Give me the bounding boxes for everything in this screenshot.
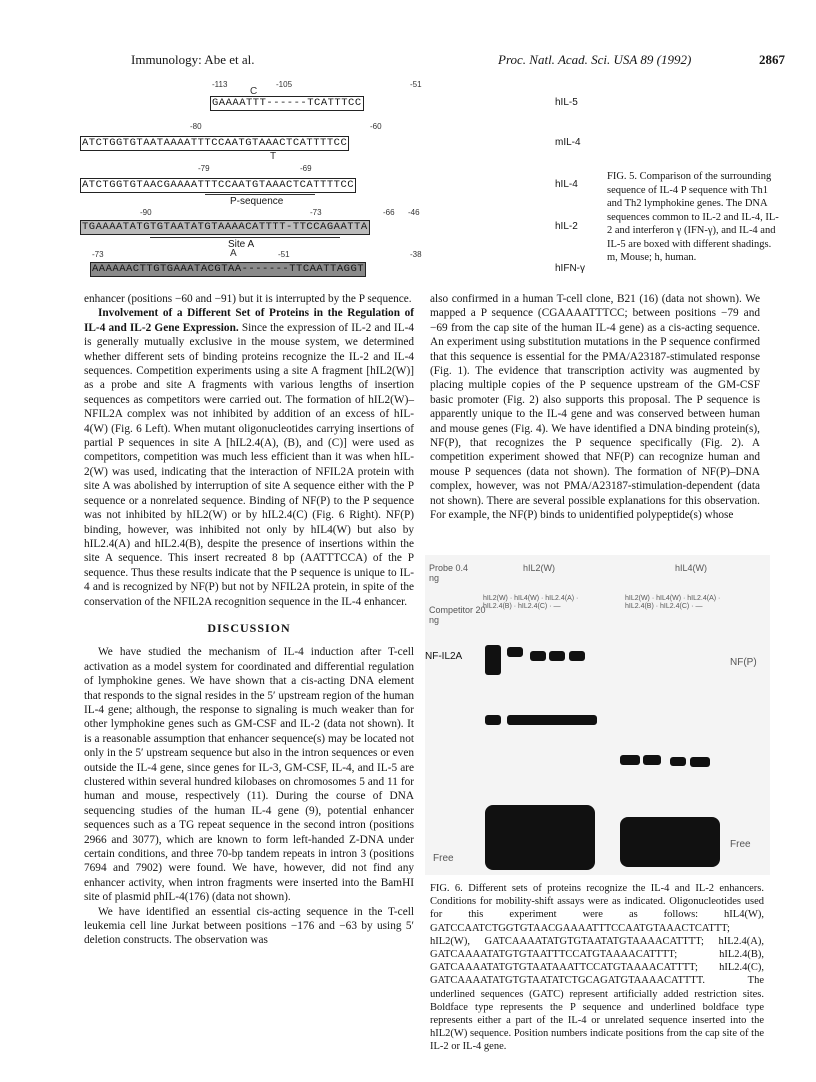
page-number: 2867	[759, 52, 785, 67]
pos-label: -51	[278, 250, 290, 259]
figure-6-gel	[425, 555, 770, 875]
free-probe-band	[485, 805, 595, 870]
paragraph-text: Since the expression of IL-2 and IL-4 is generally mutually exclusive in the mouse system, we determined whether different sets of binding proteins recognize the IL-2 and IL-4 sequences. Competition experiments using a site A fragment [hIL2(W)] as a probe and site A fragments with various lengths of insertion sequences as competitors were carried out. The formation of hIL2(W)–NFIL2A complex was not inhibited by addition of an excess of hIL-4(W) (Fig. 6 Left). When mutant oligonucleotides carrying insertions of partial P sequences in site A [hIL2.4(A), (B), and (C)] were used as competitors, competition was much less efficient than it was when hIL-2(W) was used, indicating that the interaction of NFIL2A protein with site A was abolished by interruption of site A sequence either with the P sequence or a nonrelated sequence. Binding of NF(P) to the P sequence was not inhibited by hIL2(W) or by hIL2.4(C) (Fig. 6 Right). NF(P) binding, however, was inhibited not only by hIL4(W) but also by hIL2.4(A) and hIL2.4(B), despite the presence of insertions within the site A sequence. This insert recreated 8 bp (AATTTCCA) of the P sequence. Thus these results indicate that the P sequence is unique to IL-4 and is recognized by NF(P) but not by NFIL2A protein, in spite of the conservation of the NFIL2A recognition sequence in the IL-4 enhancer.	[84, 321, 415, 608]
gel-band	[507, 647, 523, 657]
seq-hifng	[90, 262, 368, 278]
free-label: Free	[433, 853, 454, 864]
lane-label: hIL2.4(B)	[625, 603, 654, 610]
pos-label: -38	[410, 250, 422, 259]
gel-band	[485, 645, 501, 675]
pos-label: -73	[310, 208, 322, 217]
seq-hil5	[210, 96, 366, 112]
pos-label: -73	[92, 250, 104, 259]
lane-label: hIL2(W)	[483, 595, 508, 602]
right-probe: hIL4(W)	[675, 563, 708, 573]
paragraph: We have studied the mechanism of IL-4 induction after T-cell activation as a model system for coordinated and differential regulation of lymphokine genes. We have shown that a cis-acting DNA element that responds to the signal resides in the 5′ upstream region of the human IL-4 gene; although, the response to signaling is much weaker than for other lymphokine genes such as GM-CSF and IL-2 (data not shown). It is a reasonable assumption that enhancer sequence(s) may be located not only in the 5′ upstream sequence but also in the intron sequences or even outside the IL-4 gene, since genes for IL-3, GM-CSF, IL-4, and IL-5 are clustered within several hundred kilobases on chromosomes 5 and 11 for human and mouse, respectively (11). During the course of DNA sequencing studies of the human IL-4 gene (9), potential enhancer sequences such as a TG repeat sequence in the second intron (positions 2966 and 3077), which are known to form left-handed Z-DNA under certain conditions, and three 70-bp tandem repeats in intron 3 (positions 7694 and 7902) were found. We have, however, did not find any enhancer activity, when intron fragments were inserted into the BamHI site of plasmid phIL-4(176) (data not shown).	[84, 646, 414, 904]
seq-text: TGAAAATATGTGTAATATGTAAAACATTTT-TTCCAGAATTA	[82, 221, 368, 233]
pos-label: -80	[190, 122, 202, 131]
gel-band	[643, 755, 661, 765]
pos-label: -69	[300, 164, 312, 173]
lane-label: hIL4(W)	[514, 595, 540, 602]
seq-text: ATCTGGTGTAACGAAAATTTCCAATGTAAACTCATTTTCC	[82, 179, 355, 191]
pos-label: -90	[140, 208, 152, 217]
gel-band	[690, 757, 710, 767]
nfil2a-label: NF-IL2A	[425, 651, 463, 662]
lanes-right: hIL2(W) · hIL4(W) · hIL2.4(A) · hIL2.4(B) · hIL2.4(C) · —	[625, 595, 721, 610]
paragraph: We have identified an essential cis-acting sequence in the T-cell leukemia cell line Jurkat between positions −176 and −63 by using 5′ deletion constructs. The observation was	[84, 905, 414, 947]
gel-band	[670, 757, 686, 766]
lane-label: hIL2.4(C)	[660, 603, 690, 610]
lane-label: hIL2(W)	[625, 595, 650, 602]
lane-label: hIL2.4(B)	[483, 603, 512, 610]
gel-band	[549, 651, 565, 661]
gel-band	[485, 715, 501, 725]
lane-label: —	[553, 603, 561, 610]
paragraph	[84, 306, 414, 609]
lane-label: hIL4(W)	[656, 595, 682, 602]
left-column	[84, 292, 414, 948]
free-probe-band	[620, 817, 720, 867]
running-head: Immunology: Abe et al.	[131, 52, 255, 67]
gene-label: mIL-4	[555, 137, 581, 148]
journal-citation: Proc. Natl. Acad. Sci. USA 89 (1992)	[498, 52, 692, 67]
lane-label: hIL2.4(C)	[518, 603, 548, 610]
figure-5-caption: FIG. 5. Comparison of the surrounding sequence of IL-4 P sequence with Th1 and Th2 lymphokine genes. The DNA sequences common to IL-2 and IL-4, IL-2 and interferon γ (IFN-γ), and IL-4 and IL-5 are boxed with different shadings. m, Mouse; h, human.	[607, 171, 779, 263]
gel-band	[620, 755, 640, 765]
gel-band	[507, 715, 597, 725]
left-probe: hIL2(W)	[523, 563, 556, 573]
pos-label: -113	[212, 80, 228, 89]
lane-label: —	[695, 603, 703, 610]
lane-label: hIL2.4(A)	[545, 595, 575, 602]
seq-hil4	[80, 178, 358, 194]
seq-text: ATCTGGTGTAATAAAATTTCCAATGTAAACTCATTTTCC	[82, 137, 348, 149]
gel-band	[569, 651, 585, 661]
site-a-label: Site A	[228, 239, 255, 250]
gel-band	[530, 651, 546, 661]
paragraph: also confirmed in a human T-cell clone, B21 (16) (data not shown). We mapped a P sequence (CGAAAATTTCC; between positions −79 and −69 from the cap site of the human IL-4 gene) as a cis-acting sequence. An experiment using substitution mutations in the P sequence confirmed that this sequence is essential for the PMA/A23187-stimulated response (Fig. 1). The evidence that transcription activity was augmented by placing multiple copies of the P sequence upstream of the GM-CSF basic promoter (Fig. 2) also supports this proposal. The P sequence is apparently unique to the IL-4 gene and was conserved between human and mouse genes (Fig. 4). We have identified a DNA binding protein(s), NF(P), that recognizes the P sequence specifically (Fig. 2). A competition experiment showed that NF(P) can recognize human and mouse P sequences (data not shown). The formation of NF(P)–DNA complex, however, was not PMA/A23187-stimulation-dependent (data not shown). There are several possible explanations for this observation. For example, the NF(P) binds to unidentified polypeptide(s) whose	[430, 293, 760, 522]
probe-label: Probe 0.4 ng	[429, 563, 469, 583]
seq-hil2	[80, 220, 372, 236]
seq-text: AAAAAACTTGTGAAATACGTAA-------TTCAATTAGGT	[92, 263, 365, 275]
seq-mil4	[80, 136, 351, 152]
p-sequence-label: P-sequence	[230, 196, 284, 207]
section-heading: DISCUSSION	[207, 620, 291, 635]
pos-label: A	[230, 248, 237, 259]
gene-label: hIFN-γ	[555, 263, 585, 274]
right-column	[430, 292, 760, 523]
pos-label: C	[250, 86, 258, 97]
gene-label: hIL-4	[555, 179, 578, 190]
section-subhead: Involvement of a Different Set of Proteins in the Regulation of IL-4 and IL-2 Gene Expression.	[84, 307, 414, 334]
pos-label: -60	[370, 122, 382, 131]
pos-label: -46	[408, 208, 420, 217]
free-label-right: Free	[730, 839, 751, 850]
pos-label: -51	[410, 80, 422, 89]
seq-text: GAAAATTT------TCATTTCC	[212, 97, 362, 109]
pos-label: -66	[383, 208, 395, 217]
pos-label: -105	[276, 80, 293, 89]
pos-label: -79	[198, 164, 210, 173]
lanes-left: hIL2(W) · hIL4(W) · hIL2.4(A) · hIL2.4(B) · hIL2.4(C) · —	[483, 595, 579, 610]
lane-label: hIL2.4(A)	[687, 595, 717, 602]
gene-label: hIL-2	[555, 221, 578, 232]
nfp-label: NF(P)	[730, 657, 757, 668]
figure-6-caption: FIG. 6. Different sets of proteins recognize the IL-4 and IL-2 enhancers. Conditions for mobility-shift assays were as indicated. Oligonucleotides used for this experiment were as follows: hIL4(W), GATCCAATCTGGTGTAACGAAAATTTCCAATGTAAACTCATTT; hIL2(W), GATCAAAATATGTGTAATATGTAAAACATTTT; hIL2.4(A), GATCAAAATATGTGTAATTTCCATGTAAAACATTTT; hIL2.4(B), GATCAAAATATGTGTAATAAATTCCATGTAAAACATTTT; hIL2.4(C), GATCAAAATATGTGTAATATCTGCAGATGTAAAACATTTT. The underlined sequences (GATC) represent artificially added restriction sites. Boldface type represents the P sequence and underlined boldface type represents either a part of the IL-4 or unrelated sequence inserted into the hIL2(W) sequence. Position numbers indicate positions from the cap site of the IL-2 or IL-4 gene.	[430, 883, 764, 1053]
paragraph: enhancer (positions −60 and −91) but it is interrupted by the P sequence.	[84, 293, 412, 305]
gene-label: hIL-5	[555, 97, 578, 108]
competitor-label: Competitor 20 ng	[429, 605, 486, 625]
pos-label: T	[270, 151, 277, 162]
